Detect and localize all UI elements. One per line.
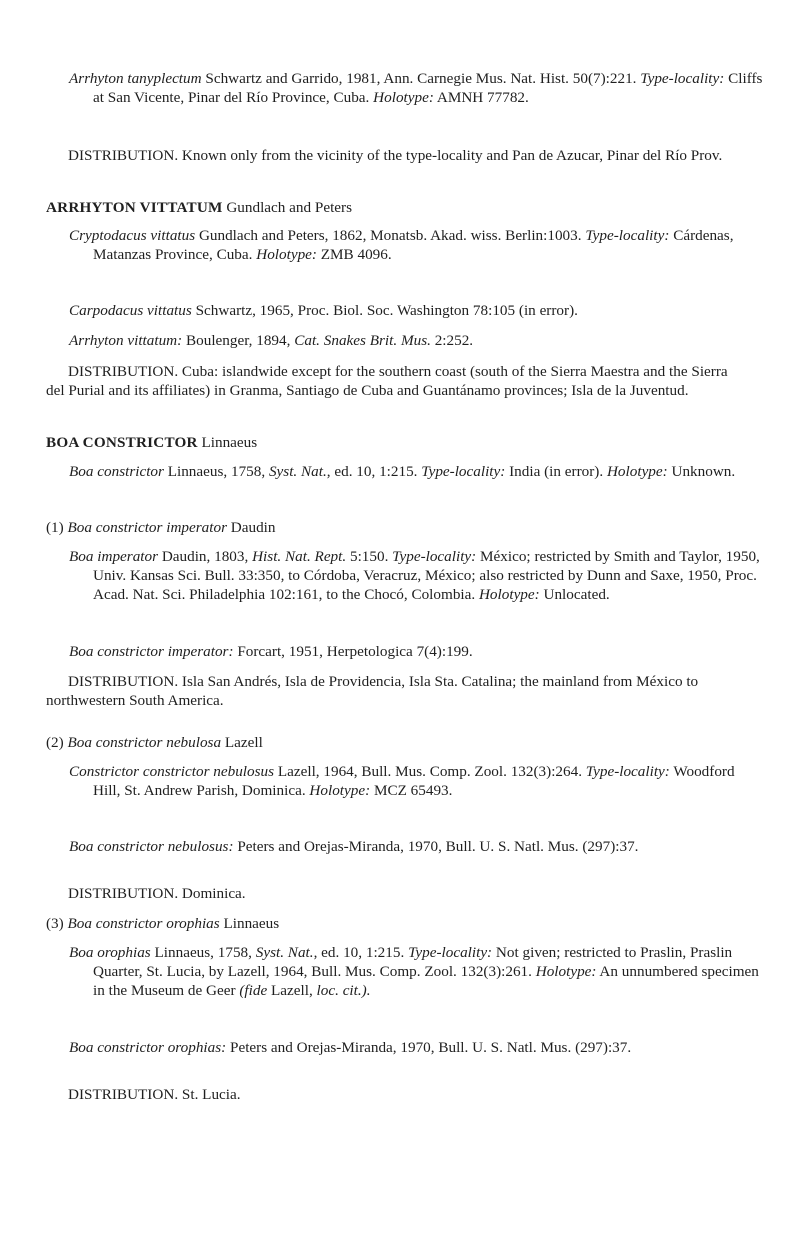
taxon-name: Carpodacus vittatus [69, 302, 192, 319]
taxon-name: Arrhyton tanyplectum [69, 70, 202, 87]
distribution-nebulosa [46, 884, 742, 903]
reference-tail: 2:252. [430, 332, 474, 349]
subspecies-authors: Linnaeus [219, 915, 280, 932]
taxon-name: Boa constrictor orophias: [69, 1039, 227, 1056]
journal: Hist. Nat. Rept. [252, 548, 347, 565]
journal: Syst. Nat. [255, 944, 314, 961]
holotype-label: Holotype: [535, 963, 597, 980]
distribution-imperator [46, 672, 742, 710]
holotype-label: Holotype: [478, 586, 540, 603]
subspecies-header-imperator [46, 518, 742, 537]
reference: Daudin, 1803, [158, 548, 253, 565]
type-locality: México; restricted by Smith and Taylor, 1950, Univ. Kansas Sci. Bull. 33:350, to Córdoba, Veracruz, México; also restricted by Dunn and Saxe, 1950, Proc. Acad. Nat. Sci. Philadelphia 102:161, to the Chocó, Colombia. [93, 548, 760, 603]
type-locality: Cliffs at San Vicente, Pinar del Río Province, Cuba. [93, 70, 763, 106]
holotype-label: Holotype: [309, 782, 371, 799]
distribution-label: DISTRIBUTION [68, 1086, 175, 1103]
citation-bc-nebulosus [69, 837, 765, 856]
subspecies-number: (3) [46, 915, 68, 932]
taxon-name: Arrhyton vittatum: [69, 332, 183, 349]
distribution-label: DISTRIBUTION [68, 147, 175, 164]
subspecies-header-nebulosa [46, 733, 742, 752]
citation-boa-orophias [69, 943, 765, 1000]
distribution-vittatum [46, 362, 742, 400]
distribution-orophias [46, 1085, 742, 1104]
holotype: An unnumbered specimen in the Museum de Geer [93, 963, 759, 999]
taxon-name: Constrictor constrictor nebulosus [69, 763, 275, 780]
subspecies-name: Boa constrictor imperator [67, 519, 227, 536]
reference: Forcart, 1951, Herpetologica 7(4):199. [233, 643, 473, 660]
holotype: AMNH 77782. [433, 89, 529, 106]
reference: Boulenger, 1894, [182, 332, 295, 349]
fide-author: Lazell, [267, 982, 317, 999]
distribution-text: . Known only from the vicinity of the type-locality and Pan de Azucar, Pinar del Río Prov. [174, 147, 723, 164]
holotype-label: Holotype: [373, 89, 434, 106]
subspecies-number: (2) [46, 734, 68, 751]
subspecies-authors: Lazell [221, 734, 263, 751]
type-locality-label: Type-locality: [585, 227, 670, 244]
species-authors: Linnaeus [197, 434, 258, 451]
taxon-name: Boa constrictor imperator: [69, 643, 234, 660]
distribution-tanyplectum [46, 146, 742, 165]
taxon-name: Boa constrictor nebulosus: [69, 838, 234, 855]
citation-boa-imperator [69, 547, 765, 604]
subspecies-number: (1) [46, 519, 68, 536]
journal: Cat. Snakes Brit. Mus. [294, 332, 431, 349]
citation-carpodacus-vittatus [69, 301, 765, 320]
distribution-label: DISTRIBUTION [68, 363, 175, 380]
distribution-label: DISTRIBUTION [68, 673, 175, 690]
species-authors: Gundlach and Peters [222, 199, 353, 216]
reference: Peters and Orejas-Miranda, 1970, Bull. U. S. Natl. Mus. (297):37. [226, 1039, 632, 1056]
reference-mid: 5:150. [346, 548, 393, 565]
reference: Gundlach and Peters, 1862, Monatsb. Akad. wiss. Berlin:1003. [195, 227, 586, 244]
reference-mid: , ed. 10, 1:215. [313, 944, 409, 961]
reference: Linnaeus, 1758, [163, 463, 269, 480]
taxon-name: Boa imperator [69, 548, 159, 565]
holotype: Unknown. [667, 463, 736, 480]
citation-boa-constrictor [69, 462, 765, 481]
species-name: ARRHYTON VITTATUM [46, 199, 223, 216]
subspecies-name: Boa constrictor orophias [67, 915, 220, 932]
species-header-boa-constrictor [46, 433, 742, 452]
citation-arrhyton-vittatum [69, 331, 765, 350]
citation-bc-imperator-forcart [69, 642, 765, 661]
species-header-arrhyton-vittatum [46, 198, 742, 217]
taxon-name: Boa constrictor [69, 463, 164, 480]
type-locality: Not given; restricted to Praslin, Praslin Quarter, St. Lucia, by Lazell, 1964, Bull. Mus. Comp. Zool. 132(3):261. [93, 944, 733, 980]
holotype: MCZ 65493. [370, 782, 453, 799]
reference: Lazell, 1964, Bull. Mus. Comp. Zool. 132(3):264. [274, 763, 586, 780]
reference: Peters and Orejas-Miranda, 1970, Bull. U. S. Natl. Mus. (297):37. [233, 838, 639, 855]
taxon-name: Boa orophias [69, 944, 151, 961]
distribution-text: . Isla San Andrés, Isla de Providencia, Isla Sta. Catalina; the mainland from México to northwestern South America. [46, 673, 699, 709]
journal: Syst. Nat. [268, 463, 327, 480]
holotype-label: Holotype: [256, 246, 317, 263]
citation-bc-orophias [69, 1038, 765, 1057]
reference-mid: , ed. 10, 1:215. [326, 463, 422, 480]
type-locality-label: Type-locality: [421, 463, 506, 480]
type-locality-label: Type-locality: [640, 70, 725, 87]
species-name: BOA CONSTRICTOR [46, 434, 198, 451]
holotype-label: Holotype: [606, 463, 668, 480]
holotype: ZMB 4096. [316, 246, 392, 263]
reference: Schwartz, 1965, Proc. Biol. Soc. Washington 78:105 (in error). [191, 302, 578, 319]
type-locality-label: Type-locality: [585, 763, 670, 780]
type-locality-label: Type-locality: [392, 548, 477, 565]
holotype: Unlocated. [539, 586, 610, 603]
distribution-text: . Dominica. [174, 885, 246, 902]
reference: Schwartz and Garrido, 1981, Ann. Carnegie Mus. Nat. Hist. 50(7):221. [201, 70, 641, 87]
citation-cryptodacus-vittatus [69, 226, 765, 264]
type-locality: Woodford Hill, St. Andrew Parish, Dominica. [93, 763, 735, 799]
type-locality-label: Type-locality: [408, 944, 493, 961]
citation-arrhyton-tanyplectum [69, 69, 765, 107]
subspecies-authors: Daudin [226, 519, 276, 536]
reference: Linnaeus, 1758, [150, 944, 256, 961]
loc-cit: loc. cit.). [316, 982, 371, 999]
fide-label: (fide [239, 982, 268, 999]
taxon-name: Cryptodacus vittatus [69, 227, 196, 244]
citation-constrictor-nebulosus [69, 762, 765, 800]
subspecies-header-orophias [46, 914, 742, 933]
subspecies-name: Boa constrictor nebulosa [67, 734, 222, 751]
type-locality: India (in error). [505, 463, 607, 480]
distribution-label: DISTRIBUTION [68, 885, 175, 902]
type-locality: Cárdenas, Matanzas Province, Cuba. [93, 227, 734, 263]
distribution-text: . St. Lucia. [174, 1086, 241, 1103]
distribution-text: . Cuba: islandwide except for the southern coast (south of the Sierra Maestra and the Sierra del Purial and its affiliates) in Granma, Santiago de Cuba and Guantánamo provinces; Isla de la Juventud. [46, 363, 728, 399]
